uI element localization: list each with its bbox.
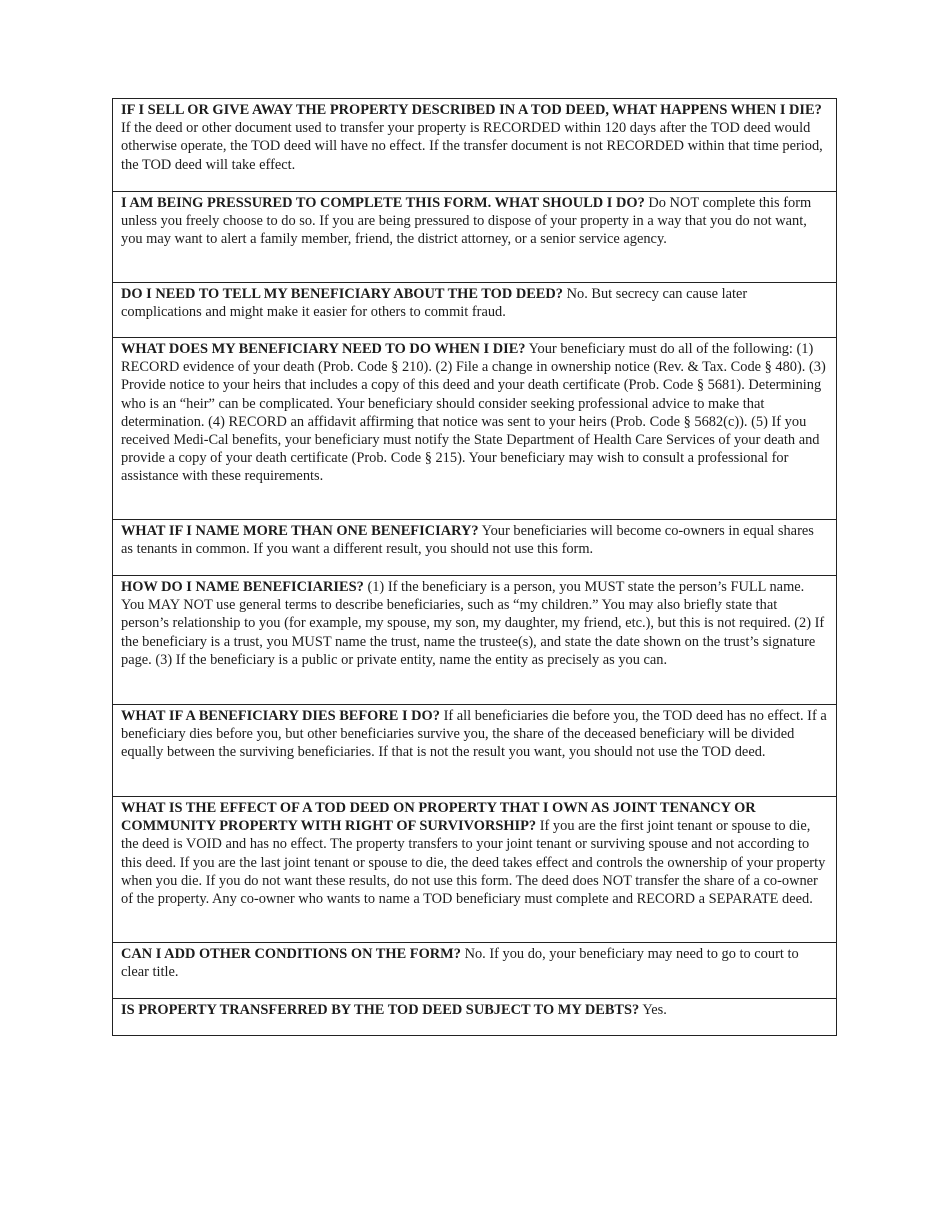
faq-item-debts <box>113 999 836 1035</box>
faq-question: WHAT IF A BENEFICIARY DIES BEFORE I DO? <box>121 708 440 724</box>
faq-answer: Your beneficiaries will become co-owners in equal shares as tenants in common. If you want a different result, you should not use this form. <box>121 523 814 558</box>
faq-item-name-beneficiaries <box>113 576 836 705</box>
faq-answer: No. But secrecy can cause later complications and might make it easier for others to commit fraud. <box>121 286 748 321</box>
faq-item-tell-beneficiary <box>113 283 836 338</box>
faq-item-sell-or-give-away <box>113 99 836 192</box>
faq-item-other-conditions <box>113 943 836 999</box>
faq-answer: If you are the first joint tenant or spouse to die, the deed is VOID and has no effect. The property transfers to your joint tenant or surviving spouse and not according to this deed. If you are the last joint tenant or spouse to die, the deed takes effect and controls the ownership of your property when you die. If you do not want these results, do not use this form. The deed does NOT transfer the share of a co-owner of the property. Any co-owner who wants to name a TOD beneficiary must complete and RECORD a SEPARATE deed. <box>121 818 826 908</box>
faq-answer: No. If you do, your beneficiary may need to go to court to clear title. <box>121 946 799 981</box>
faq-question: WHAT IS THE EFFECT OF A TOD DEED ON PROPERTY THAT I OWN AS JOINT TENANCY OR COMMUNITY PROPERTY WITH RIGHT OF SURVIVORSHIP? <box>121 800 756 835</box>
faq-question: WHAT IF I NAME MORE THAN ONE BENEFICIARY? <box>121 523 479 539</box>
faq-question: WHAT DOES MY BENEFICIARY NEED TO DO WHEN I DIE? <box>121 341 526 357</box>
faq-item-beneficiary-duties <box>113 338 836 520</box>
faq-answer: Do NOT complete this form unless you freely choose to do so. If you are being pressured to dispose of your property in a way that you do not want, you may want to alert a family member, friend, the district attorney, or a senior service agency. <box>121 195 812 248</box>
faq-table <box>112 98 837 1036</box>
faq-question: HOW DO I NAME BENEFICIARIES? <box>121 579 364 595</box>
faq-question: IF I SELL OR GIVE AWAY THE PROPERTY DESCRIBED IN A TOD DEED, WHAT HAPPENS WHEN I DIE? <box>121 102 822 118</box>
faq-item-pressured <box>113 192 836 283</box>
faq-answer: If all beneficiaries die before you, the TOD deed has no effect. If a beneficiary dies before you, but other beneficiaries survive you, the share of the deceased beneficiary will be divided equally between the surviving beneficiaries. If that is not the result you want, you should not use the TOD deed. <box>121 708 827 761</box>
faq-answer: Yes. <box>642 1002 667 1018</box>
faq-answer: Your beneficiary must do all of the following: (1) RECORD evidence of your death (Prob. Code § 210). (2) File a change in ownership notice (Rev. & Tax. Code § 480). (3) Provide notice to your heirs that includes a copy of this deed and your death certificate (Prob. Code § 5681). Determining who is an “heir” can be complicated. Your beneficiary should consider seeking professional advice to make that determination. (4) RECORD an affidavit affirming that notice was sent to your heirs (Prob. Code § 5682(c)). (5) If you received Medi-Cal benefits, your beneficiary must notify the State Department of Health Care Services of your death and provide a copy of your death certificate (Prob. Code § 215). Your beneficiary may wish to consult a professional for assistance with these requirements. <box>121 341 826 485</box>
faq-item-joint-tenancy <box>113 797 836 943</box>
faq-answer: (1) If the beneficiary is a person, you MUST state the person’s FULL name. You MAY NOT use general terms to describe beneficiaries, such as “my children.” You may also briefly state that person’s relationship to you (for example, my spouse, my son, my daughter, my friend, etc.), but this is not required. (2) If the beneficiary is a trust, you MUST name the trust, name the trustee(s), and state the date shown on the trust’s signature page. (3) If the beneficiary is a public or private entity, name the entity as precisely as you can. <box>121 579 825 668</box>
faq-item-multiple-beneficiaries <box>113 520 836 576</box>
faq-question: DO I NEED TO TELL MY BENEFICIARY ABOUT THE TOD DEED? <box>121 286 563 302</box>
faq-item-beneficiary-dies-first <box>113 705 836 797</box>
faq-question: IS PROPERTY TRANSFERRED BY THE TOD DEED SUBJECT TO MY DEBTS? <box>121 1002 640 1018</box>
faq-question: I AM BEING PRESSURED TO COMPLETE THIS FORM. WHAT SHOULD I DO? <box>121 195 645 211</box>
faq-answer: If the deed or other document used to transfer your property is RECORDED within 120 days after the TOD deed would otherwise operate, the TOD deed will have no effect. If the transfer document is not RECORDED within that time period, the TOD deed will take effect. <box>121 120 823 173</box>
faq-question: CAN I ADD OTHER CONDITIONS ON THE FORM? <box>121 946 461 962</box>
